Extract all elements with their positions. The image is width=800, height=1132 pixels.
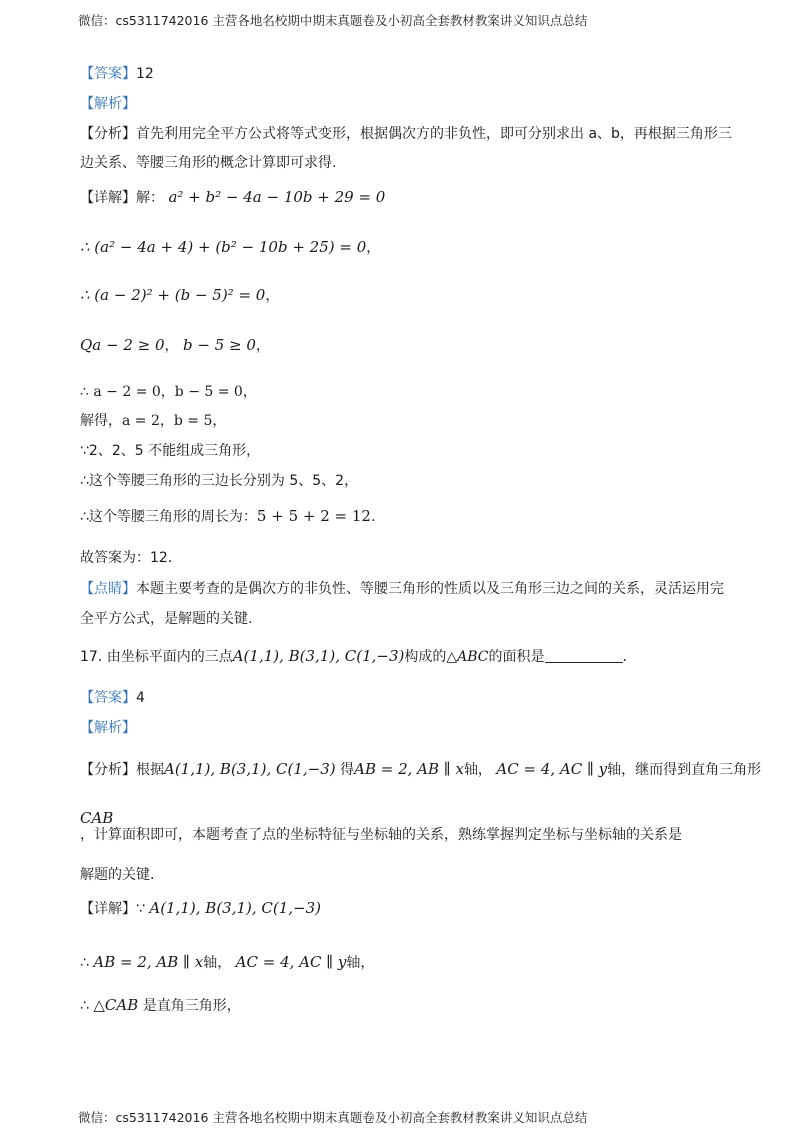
q17-fenxi-line2: ，计算面积即可，本题考查了点的坐标特征与坐标轴的关系，熟练掌握判定坐标与坐标轴的关系是 [80,827,682,843]
q16-fenxi-line1: 【分析】首先利用完全平方公式将等式变形，根据偶次方的非负性，即可分别求出 a、b，再根据三角形三 [80,126,732,142]
q16-equation-1: a² + b² − 4a − 10b + 29 = 0 [168,188,386,206]
q16-detail-line: 【详解】解： a² + b² − 4a − 10b + 29 = 0 [80,188,386,206]
q16-line-9: ∴这个等腰三角形的周长为：5 + 5 + 2 = 12. [80,507,376,525]
q17-detail-line: 【详解】∵ A(1,1), B(3,1), C(1,−3) [80,899,322,917]
q17-stem: 17. 由坐标平面内的三点A(1,1), B(3,1), C(1,−3)构成的△ABC的面积是 . [80,647,627,665]
q17-detail-line2: ∴ AB = 2, AB ∥ x轴， AC = 4, AC ∥ y轴， [80,953,375,971]
q16-line-8: ∴这个等腰三角形的三边长分别为 5、5、2， [80,473,359,489]
answer-blank [545,648,623,663]
q17-fenxi-line3: 解题的关键. [80,867,155,883]
q16-equation-2: ∴ (a² − 4a + 4) + (b² − 10b + 25) = 0， [80,238,381,256]
q16-equation-6: 解得，a = 2，b = 5， [80,413,227,429]
q17-answer-line: 【答案】4 [80,690,145,706]
q17-fenxi-line1: 【分析】根据A(1,1), B(3,1), C(1,−3) 得AB = 2, AB ∥ x轴， AC = 4, AC ∥ y轴，继而得到直角三角形 [80,760,762,778]
q16-conclusion: 故答案为：12. [80,550,173,566]
answer-tag: 【答案】 [80,66,136,82]
q16-analysis-tag: 【解析】 [80,96,136,112]
q16-equation-3: ∴ (a − 2)² + (b − 5)² = 0， [80,286,280,304]
q16-answer-value: 12 [136,66,154,82]
q16-answer-line [80,64,154,84]
q16-dianjing-line1: 【点睛】本题主要考查的是偶次方的非负性、等腰三角形的性质以及三角形三边之间的关系，灵活运用完 [80,581,724,597]
q16-equation-5: ∴ a − 2 = 0，b − 5 = 0， [80,384,257,400]
q16-equation-4: Qa − 2 ≥ 0， b − 5 ≥ 0， [80,336,270,354]
q16-line-7: ∵2、2、5 不能组成三角形， [80,443,261,459]
q16-fenxi-line2: 边关系、等腰三角形的概念计算即可求得. [80,155,337,171]
q17-analysis-tag: 【解析】 [80,720,136,736]
page-header: 微信：cs5311742016 主营各地名校期中期末真题卷及小初高全套教材教案讲义知识点总结 [78,13,588,28]
page-footer: 微信：cs5311742016 主营各地名校期中期末真题卷及小初高全套教材教案讲义知识点总结 [78,1110,588,1125]
q17-cab: CAB [80,809,114,827]
q16-dianjing-line2: 全平方公式，是解题的关键. [80,611,253,627]
q17-detail-line3: ∴ △CAB 是直角三角形， [80,996,241,1014]
